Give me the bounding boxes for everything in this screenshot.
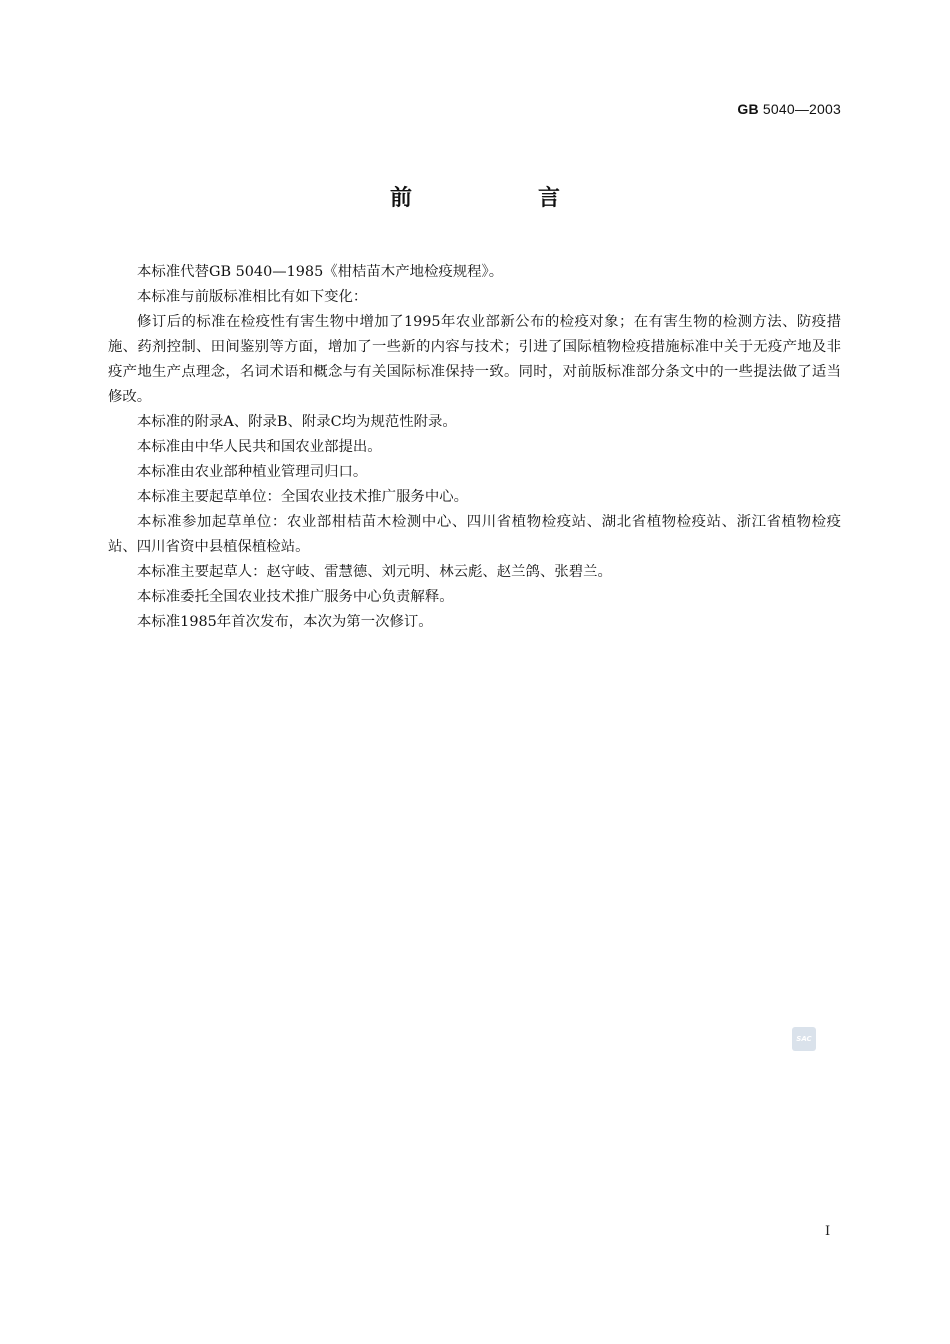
- paragraph-changes-detail: 修订后的标准在检疫性有害生物中增加了1995年农业部新公布的检疫对象；在有害生物的检测方法、防疫措施、药剂控制、田间鉴别等方面，增加了一些新的内容与技术；引进了国际植物检疫措施标准中关于无疫产地及非疫产地生产点理念，名词术语和概念与有关国际标准保持一致。同时，对前版标准部分条文中的一些提法做了适当修改。: [108, 314, 841, 405]
- paragraph-main-drafters: 本标准主要起草人：赵守岐、雷慧德、刘元明、林云彪、赵兰鸽、张碧兰。: [137, 564, 612, 580]
- sac-watermark-logo: SAC: [792, 1027, 816, 1051]
- paragraph-replaces: 本标准代替GB 5040—1985《柑桔苗木产地检疫规程》。: [137, 264, 504, 280]
- paragraph-participating-units: 本标准参加起草单位：农业部柑桔苗木检测中心、四川省植物检疫站、湖北省植物检疫站、浙江省植物检疫站、四川省资中县植保植检站。: [108, 514, 841, 555]
- paragraph-history: 本标准1985年首次发布，本次为第一次修订。: [137, 614, 433, 630]
- paragraph-interpretation: 本标准委托全国农业技术推广服务中心负责解释。: [137, 589, 454, 605]
- paragraph-main-drafter-unit: 本标准主要起草单位：全国农业技术推广服务中心。: [137, 489, 468, 505]
- standard-number: [737, 101, 841, 117]
- paragraph-proposed-by: 本标准由中华人民共和国农业部提出。: [137, 439, 382, 455]
- standard-prefix: GB: [737, 101, 759, 117]
- paragraph-annexes: 本标准的附录A、附录B、附录C均为规范性附录。: [137, 414, 457, 430]
- standard-code: 5040—2003: [762, 101, 841, 117]
- page-title: 前 言: [389, 186, 612, 211]
- paragraph-changes-intro: 本标准与前版标准相比有如下变化：: [137, 289, 368, 305]
- page-number: I: [825, 1224, 831, 1239]
- paragraph-managed-by: 本标准由农业部种植业管理司归口。: [137, 464, 368, 480]
- foreword-body: [108, 260, 841, 635]
